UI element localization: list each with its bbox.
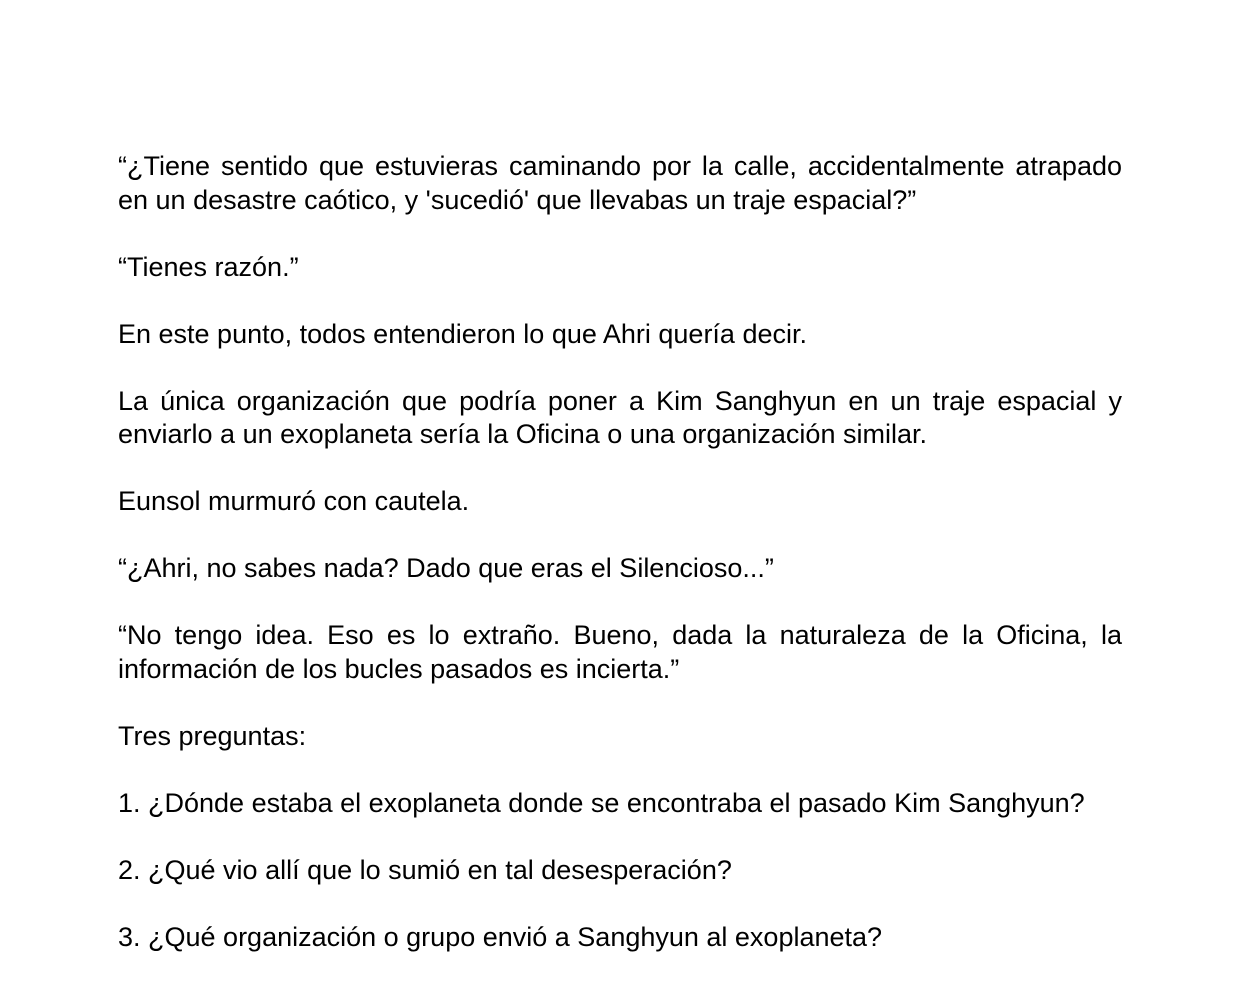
paragraph-question-ahri: “¿Ahri, no sabes nada? Dado que eras el Silencioso...” (118, 553, 774, 583)
document-page (118, 150, 1122, 954)
paragraph-three-questions: Tres preguntas: (118, 720, 307, 751)
paragraph-eunsol: Eunsol murmuró con cautela. (118, 486, 470, 516)
list-item-question-2: 2. ¿Qué vio allí que lo sumió en tal desesperación? (118, 854, 732, 885)
list-item-question-1: 1. ¿Dónde estaba el exoplaneta donde se encontraba el pasado Kim Sanghyun? (118, 787, 1085, 818)
paragraph-narration: En este punto, todos entendieron lo que Ahri quería decir. (118, 318, 807, 349)
paragraph-answer-ahri: “No tengo idea. Eso es lo extraño. Bueno, dada la naturaleza de la Oficina, la información de los bucles pasados es incierta.” (118, 620, 1122, 684)
paragraph-organization: La única organización que podría poner a Kim Sanghyun en un traje espacial y enviarlo a un exoplaneta sería la Oficina o una organización similar. (118, 385, 1122, 449)
paragraph-question-spacesuit: “¿Tiene sentido que estuvieras caminando por la calle, accidentalmente atrapado en un desastre caótico, y 'sucedió' que llevabas un traje espacial?” (118, 151, 1122, 215)
paragraph-reply: “Tienes razón.” (118, 251, 299, 282)
list-item-question-3: 3. ¿Qué organización o grupo envió a Sanghyun al exoplaneta? (118, 921, 883, 952)
